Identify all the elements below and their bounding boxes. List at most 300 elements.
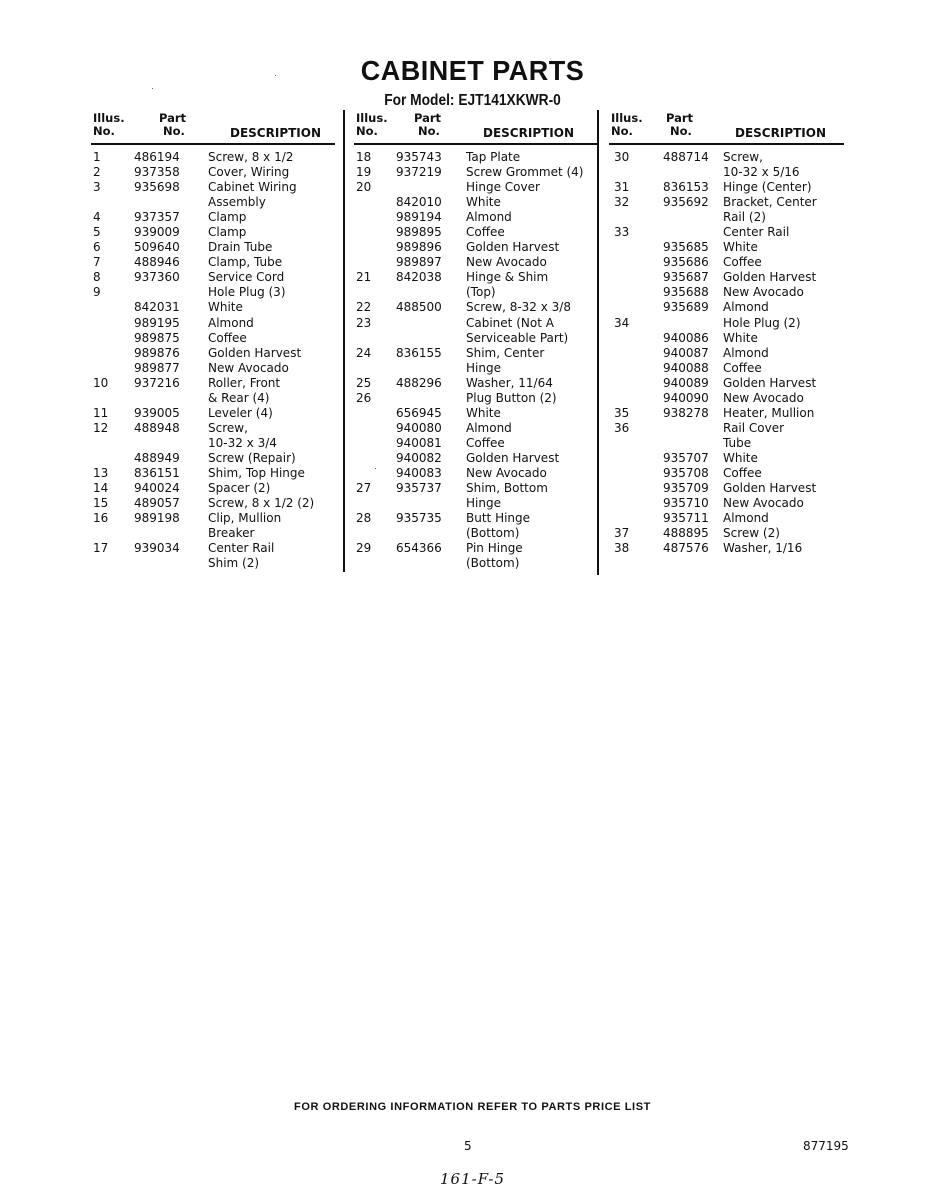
- illus-number: 15: [93, 496, 109, 511]
- part-description: (Top): [466, 285, 496, 300]
- header-part-no: [666, 112, 693, 138]
- parts-row: [93, 195, 338, 210]
- part-description: White: [466, 195, 501, 210]
- part-description: Assembly: [208, 195, 266, 210]
- illus-number: 26: [356, 390, 372, 405]
- part-number: 935737: [396, 481, 442, 496]
- part-number: 938278: [663, 405, 709, 420]
- illus-number: 1: [93, 150, 101, 164]
- parts-row: [93, 481, 338, 496]
- part-description: & Rear (4): [208, 390, 270, 405]
- scan-speck: [152, 88, 153, 89]
- parts-row: [611, 496, 846, 511]
- parts-row: [611, 451, 846, 466]
- part-number: 935698: [134, 180, 180, 195]
- parts-row: [356, 331, 601, 346]
- part-description: Drain Tube: [208, 240, 273, 255]
- parts-row: [93, 210, 338, 225]
- document-number: 877195: [803, 1139, 849, 1153]
- column-divider-left: [343, 110, 345, 572]
- parts-row: [93, 150, 338, 165]
- parts-row: [611, 316, 846, 331]
- part-number: 488949: [134, 450, 180, 465]
- part-number: 509640: [134, 240, 180, 255]
- parts-row: [611, 285, 846, 300]
- illus-number: 13: [93, 465, 109, 480]
- part-number: 940087: [663, 345, 709, 360]
- part-number: 937219: [396, 165, 442, 180]
- part-description: Service Cord: [208, 270, 285, 285]
- part-number: 937358: [134, 165, 180, 180]
- parts-row: [356, 270, 601, 285]
- parts-row: [93, 421, 338, 436]
- part-description: Clamp: [208, 225, 247, 240]
- parts-column-1: [93, 112, 338, 571]
- header-no-label: No.: [611, 124, 633, 138]
- parts-row: [93, 316, 338, 331]
- part-number: 935686: [663, 255, 709, 270]
- parts-row: [93, 496, 338, 511]
- parts-row: [611, 421, 846, 436]
- part-description: Screw (2): [723, 526, 780, 541]
- illus-number: 16: [93, 511, 109, 526]
- part-description: Plug Button (2): [466, 390, 557, 405]
- part-number: 940090: [663, 390, 709, 405]
- scan-speck: [275, 75, 276, 76]
- header-no-label: No.: [93, 124, 115, 138]
- parts-row: [611, 361, 846, 376]
- part-description: Almond: [466, 210, 512, 225]
- parts-row: [611, 331, 846, 346]
- part-description: Bracket, Center: [723, 195, 817, 210]
- illus-number: 4: [93, 210, 101, 225]
- parts-row: [93, 436, 338, 451]
- parts-row: [611, 270, 846, 285]
- illus-number: 24: [356, 345, 372, 360]
- part-description: New Avocado: [208, 360, 289, 375]
- table-header: [356, 112, 601, 144]
- parts-row: [611, 195, 846, 210]
- illus-number: 14: [93, 481, 109, 496]
- parts-row: [356, 361, 601, 376]
- part-description: Golden Harvest: [723, 270, 817, 285]
- parts-row: [93, 300, 338, 315]
- illus-number: 18: [356, 150, 372, 164]
- part-description: Pin Hinge: [466, 541, 523, 556]
- part-number: 989895: [396, 225, 442, 240]
- illus-number: 17: [93, 541, 109, 556]
- part-number: 488895: [663, 526, 709, 541]
- part-description: Golden Harvest: [466, 240, 560, 255]
- parts-row: [93, 225, 338, 240]
- part-number: 935708: [663, 465, 709, 480]
- parts-column-3: [611, 112, 846, 556]
- part-description: Hinge: [466, 496, 501, 511]
- part-number: 939034: [134, 541, 180, 556]
- parts-row: [356, 421, 601, 436]
- part-description: Shim (2): [208, 556, 260, 571]
- header-rule: [609, 143, 844, 145]
- part-description: Golden Harvest: [466, 450, 560, 465]
- part-description: Shim, Top Hinge: [208, 465, 305, 480]
- part-number: 989195: [134, 315, 180, 330]
- part-description: Screw (Repair): [208, 450, 296, 465]
- header-illus-no: [611, 112, 643, 138]
- part-number: 489057: [134, 496, 180, 511]
- parts-row: [93, 255, 338, 270]
- header-illus-no: [356, 112, 388, 138]
- illus-number: 37: [614, 526, 630, 541]
- illus-number: 27: [356, 481, 372, 496]
- illus-number: 9: [93, 285, 101, 300]
- illus-number: 29: [356, 541, 372, 556]
- header-no-label: No.: [670, 124, 692, 138]
- part-number: 940088: [663, 360, 709, 375]
- part-number: 488500: [396, 300, 442, 315]
- header-no-label: No.: [356, 124, 378, 138]
- part-number: 937357: [134, 210, 180, 225]
- part-number: 836155: [396, 345, 442, 360]
- parts-row: [356, 210, 601, 225]
- parts-list: [611, 150, 846, 556]
- parts-row: [93, 361, 338, 376]
- part-description: Clamp: [208, 210, 247, 225]
- part-description: (Bottom): [466, 556, 520, 571]
- part-description: Spacer (2): [208, 481, 271, 496]
- parts-row: [356, 496, 601, 511]
- part-number: 935692: [663, 195, 709, 210]
- part-number: 940083: [396, 465, 442, 480]
- part-number: 989194: [396, 210, 442, 225]
- part-number: 989876: [134, 345, 180, 360]
- part-number: 989897: [396, 255, 442, 270]
- part-number: 486194: [134, 150, 180, 164]
- header-part-label: Part: [414, 111, 442, 125]
- parts-row: [93, 451, 338, 466]
- header-illus-label: Illus.: [93, 111, 125, 125]
- parts-row: [356, 451, 601, 466]
- part-number: 488946: [134, 255, 180, 270]
- parts-row: [356, 225, 601, 240]
- part-number: 940086: [663, 330, 709, 345]
- header-part-label: Part: [159, 111, 187, 125]
- illus-number: 31: [614, 180, 630, 195]
- illus-number: 32: [614, 195, 630, 210]
- illus-number: 6: [93, 240, 101, 255]
- part-description: Coffee: [723, 465, 762, 480]
- part-description: Cover, Wiring: [208, 165, 290, 180]
- illus-number: 19: [356, 165, 372, 180]
- part-number: 935710: [663, 496, 709, 511]
- part-number: 935687: [663, 270, 709, 285]
- part-description: Hinge Cover: [466, 180, 540, 195]
- part-number: 939005: [134, 405, 180, 420]
- part-description: Hole Plug (2): [723, 315, 801, 330]
- parts-row: [611, 466, 846, 481]
- part-description: Almond: [723, 300, 769, 315]
- part-description: Breaker: [208, 526, 255, 541]
- part-number: 935743: [396, 150, 442, 164]
- part-description: Shim, Center: [466, 345, 545, 360]
- illus-number: 25: [356, 375, 372, 390]
- part-description: Leveler (4): [208, 405, 273, 420]
- part-description: Serviceable Part): [466, 330, 569, 345]
- part-description: White: [208, 300, 243, 315]
- part-number: 487576: [663, 541, 709, 556]
- parts-row: [93, 376, 338, 391]
- parts-list: [356, 150, 601, 571]
- part-description: Golden Harvest: [208, 345, 302, 360]
- illus-number: 5: [93, 225, 101, 240]
- parts-row: [93, 180, 338, 195]
- illus-number: 30: [614, 150, 630, 164]
- parts-row: [93, 165, 338, 180]
- part-number: 935709: [663, 481, 709, 496]
- part-number: 935711: [663, 511, 709, 526]
- parts-row: [611, 150, 846, 165]
- illus-number: 38: [614, 541, 630, 556]
- illus-number: 7: [93, 255, 101, 270]
- header-illus-label: Illus.: [356, 111, 388, 125]
- parts-row: [356, 150, 601, 165]
- parts-row: [356, 346, 601, 361]
- parts-column-2: [356, 112, 601, 571]
- part-number: 654366: [396, 541, 442, 556]
- part-number: 842010: [396, 195, 442, 210]
- header-part-no: [159, 112, 186, 138]
- part-description: 10-32 x 5/16: [723, 165, 800, 180]
- part-description: Coffee: [723, 360, 762, 375]
- header-illus-label: Illus.: [611, 111, 643, 125]
- parts-row: [611, 526, 846, 541]
- part-number: 935689: [663, 300, 709, 315]
- part-number: 989875: [134, 330, 180, 345]
- parts-row: [356, 240, 601, 255]
- part-description: Clamp, Tube: [208, 255, 283, 270]
- part-description: Golden Harvest: [723, 481, 817, 496]
- parts-row: [611, 511, 846, 526]
- parts-row: [93, 556, 338, 571]
- parts-row: [611, 240, 846, 255]
- part-description: Butt Hinge: [466, 511, 531, 526]
- part-description: Center Rail: [208, 541, 275, 556]
- part-description: Shim, Bottom: [466, 481, 548, 496]
- parts-row: [356, 481, 601, 496]
- parts-row: [356, 391, 601, 406]
- part-description: Hinge & Shim: [466, 270, 549, 285]
- parts-row: [356, 511, 601, 526]
- part-number: 940080: [396, 420, 442, 435]
- part-description: Heater, Mullion: [723, 405, 815, 420]
- parts-row: [611, 165, 846, 180]
- scan-speck: [375, 468, 376, 469]
- part-description: White: [466, 405, 501, 420]
- part-description: Cabinet Wiring: [208, 180, 297, 195]
- header-illus-no: [93, 112, 125, 138]
- part-description: New Avocado: [723, 496, 804, 511]
- part-number: 488296: [396, 375, 442, 390]
- header-part-no: [414, 112, 441, 138]
- part-description: Rail (2): [723, 210, 766, 225]
- part-description: Hole Plug (3): [208, 285, 286, 300]
- parts-row: [611, 391, 846, 406]
- header-description: DESCRIPTION: [735, 126, 827, 140]
- parts-row: [611, 210, 846, 225]
- header-description: DESCRIPTION: [230, 126, 322, 140]
- illus-number: 8: [93, 270, 101, 285]
- part-number: 989877: [134, 360, 180, 375]
- parts-list: [93, 150, 338, 571]
- parts-row: [93, 285, 338, 300]
- part-description: Golden Harvest: [723, 375, 817, 390]
- parts-row: [93, 391, 338, 406]
- part-number: 937360: [134, 270, 180, 285]
- illus-number: 28: [356, 511, 372, 526]
- part-description: Center Rail: [723, 225, 790, 240]
- illus-number: 33: [614, 225, 630, 240]
- part-description: Screw, 8 x 1/2 (2): [208, 496, 315, 511]
- parts-row: [356, 285, 601, 300]
- part-description: Screw,: [208, 420, 248, 435]
- parts-row: [93, 240, 338, 255]
- part-number: 989896: [396, 240, 442, 255]
- parts-row: [93, 511, 338, 526]
- parts-row: [611, 481, 846, 496]
- part-description: Coffee: [466, 435, 505, 450]
- illus-number: 21: [356, 270, 372, 285]
- header-no-label: No.: [418, 124, 440, 138]
- part-description: Screw Grommet (4): [466, 165, 584, 180]
- parts-row: [611, 180, 846, 195]
- handwritten-note: 161-F-5: [440, 1170, 506, 1188]
- part-description: Almond: [723, 511, 769, 526]
- parts-row: [356, 526, 601, 541]
- parts-row: [356, 406, 601, 421]
- part-number: 939009: [134, 225, 180, 240]
- parts-row: [93, 541, 338, 556]
- parts-row: [93, 466, 338, 481]
- illus-number: 34: [614, 315, 630, 330]
- parts-row: [93, 346, 338, 361]
- part-description: Almond: [208, 315, 254, 330]
- part-description: Rail Cover: [723, 420, 785, 435]
- part-description: Coffee: [208, 330, 247, 345]
- part-description: Clip, Mullion: [208, 511, 282, 526]
- part-description: Hinge (Center): [723, 180, 812, 195]
- part-description: Almond: [723, 345, 769, 360]
- parts-row: [93, 331, 338, 346]
- ordering-note: FOR ORDERING INFORMATION REFER TO PARTS PRICE LIST: [294, 1101, 651, 1113]
- part-number: 940024: [134, 481, 180, 496]
- part-number: 842038: [396, 270, 442, 285]
- parts-row: [611, 436, 846, 451]
- part-number: 842031: [134, 300, 180, 315]
- part-number: 656945: [396, 405, 442, 420]
- illus-number: 23: [356, 315, 372, 330]
- part-description: Roller, Front: [208, 375, 281, 390]
- parts-row: [611, 225, 846, 240]
- parts-row: [356, 195, 601, 210]
- page-number: 5: [464, 1139, 472, 1153]
- part-description: New Avocado: [466, 255, 547, 270]
- part-description: Washer, 1/16: [723, 541, 803, 556]
- table-header: [611, 112, 846, 144]
- part-number: 940082: [396, 450, 442, 465]
- part-description: Tube: [723, 435, 752, 450]
- part-description: Washer, 11/64: [466, 375, 553, 390]
- illus-number: 22: [356, 300, 372, 315]
- part-description: (Bottom): [466, 526, 520, 541]
- part-description: Almond: [466, 420, 512, 435]
- part-number: 937216: [134, 375, 180, 390]
- parts-row: [356, 436, 601, 451]
- part-number: 836153: [663, 180, 709, 195]
- part-description: Screw,: [723, 150, 763, 164]
- illus-number: 12: [93, 420, 109, 435]
- parts-row: [356, 180, 601, 195]
- parts-row: [356, 376, 601, 391]
- part-description: Screw, 8-32 x 3/8: [466, 300, 571, 315]
- part-description: Coffee: [723, 255, 762, 270]
- part-number: 935707: [663, 450, 709, 465]
- parts-row: [611, 541, 846, 556]
- part-number: 836151: [134, 465, 180, 480]
- part-number: 488948: [134, 420, 180, 435]
- parts-row: [611, 376, 846, 391]
- part-description: 10-32 x 3/4: [208, 435, 277, 450]
- part-description: White: [723, 450, 758, 465]
- parts-row: [611, 255, 846, 270]
- parts-row: [356, 541, 601, 556]
- part-description: Screw, 8 x 1/2: [208, 150, 294, 164]
- illus-number: 11: [93, 405, 109, 420]
- part-description: Cabinet (Not A: [466, 315, 554, 330]
- parts-row: [93, 406, 338, 421]
- part-description: Hinge: [466, 360, 501, 375]
- parts-row: [356, 300, 601, 315]
- part-number: 935685: [663, 240, 709, 255]
- header-description: DESCRIPTION: [483, 126, 575, 140]
- parts-row: [93, 270, 338, 285]
- header-rule: [91, 143, 335, 145]
- parts-row: [356, 556, 601, 571]
- part-description: White: [723, 330, 758, 345]
- page-title: CABINET PARTS: [360, 55, 585, 87]
- parts-row: [356, 466, 601, 481]
- header-no-label: No.: [163, 124, 185, 138]
- part-number: 488714: [663, 150, 709, 164]
- header-rule: [354, 143, 598, 145]
- part-number: 935688: [663, 285, 709, 300]
- part-description: Tap Plate: [466, 150, 521, 164]
- illus-number: 2: [93, 165, 101, 180]
- part-description: White: [723, 240, 758, 255]
- parts-row: [356, 165, 601, 180]
- header-part-label: Part: [666, 111, 694, 125]
- part-description: New Avocado: [723, 390, 804, 405]
- part-number: 935735: [396, 511, 442, 526]
- illus-number: 10: [93, 375, 109, 390]
- parts-row: [356, 255, 601, 270]
- parts-row: [611, 406, 846, 421]
- illus-number: 20: [356, 180, 372, 195]
- part-description: New Avocado: [723, 285, 804, 300]
- parts-row: [611, 346, 846, 361]
- part-number: 940089: [663, 375, 709, 390]
- parts-row: [356, 316, 601, 331]
- parts-row: [93, 526, 338, 541]
- part-description: New Avocado: [466, 465, 547, 480]
